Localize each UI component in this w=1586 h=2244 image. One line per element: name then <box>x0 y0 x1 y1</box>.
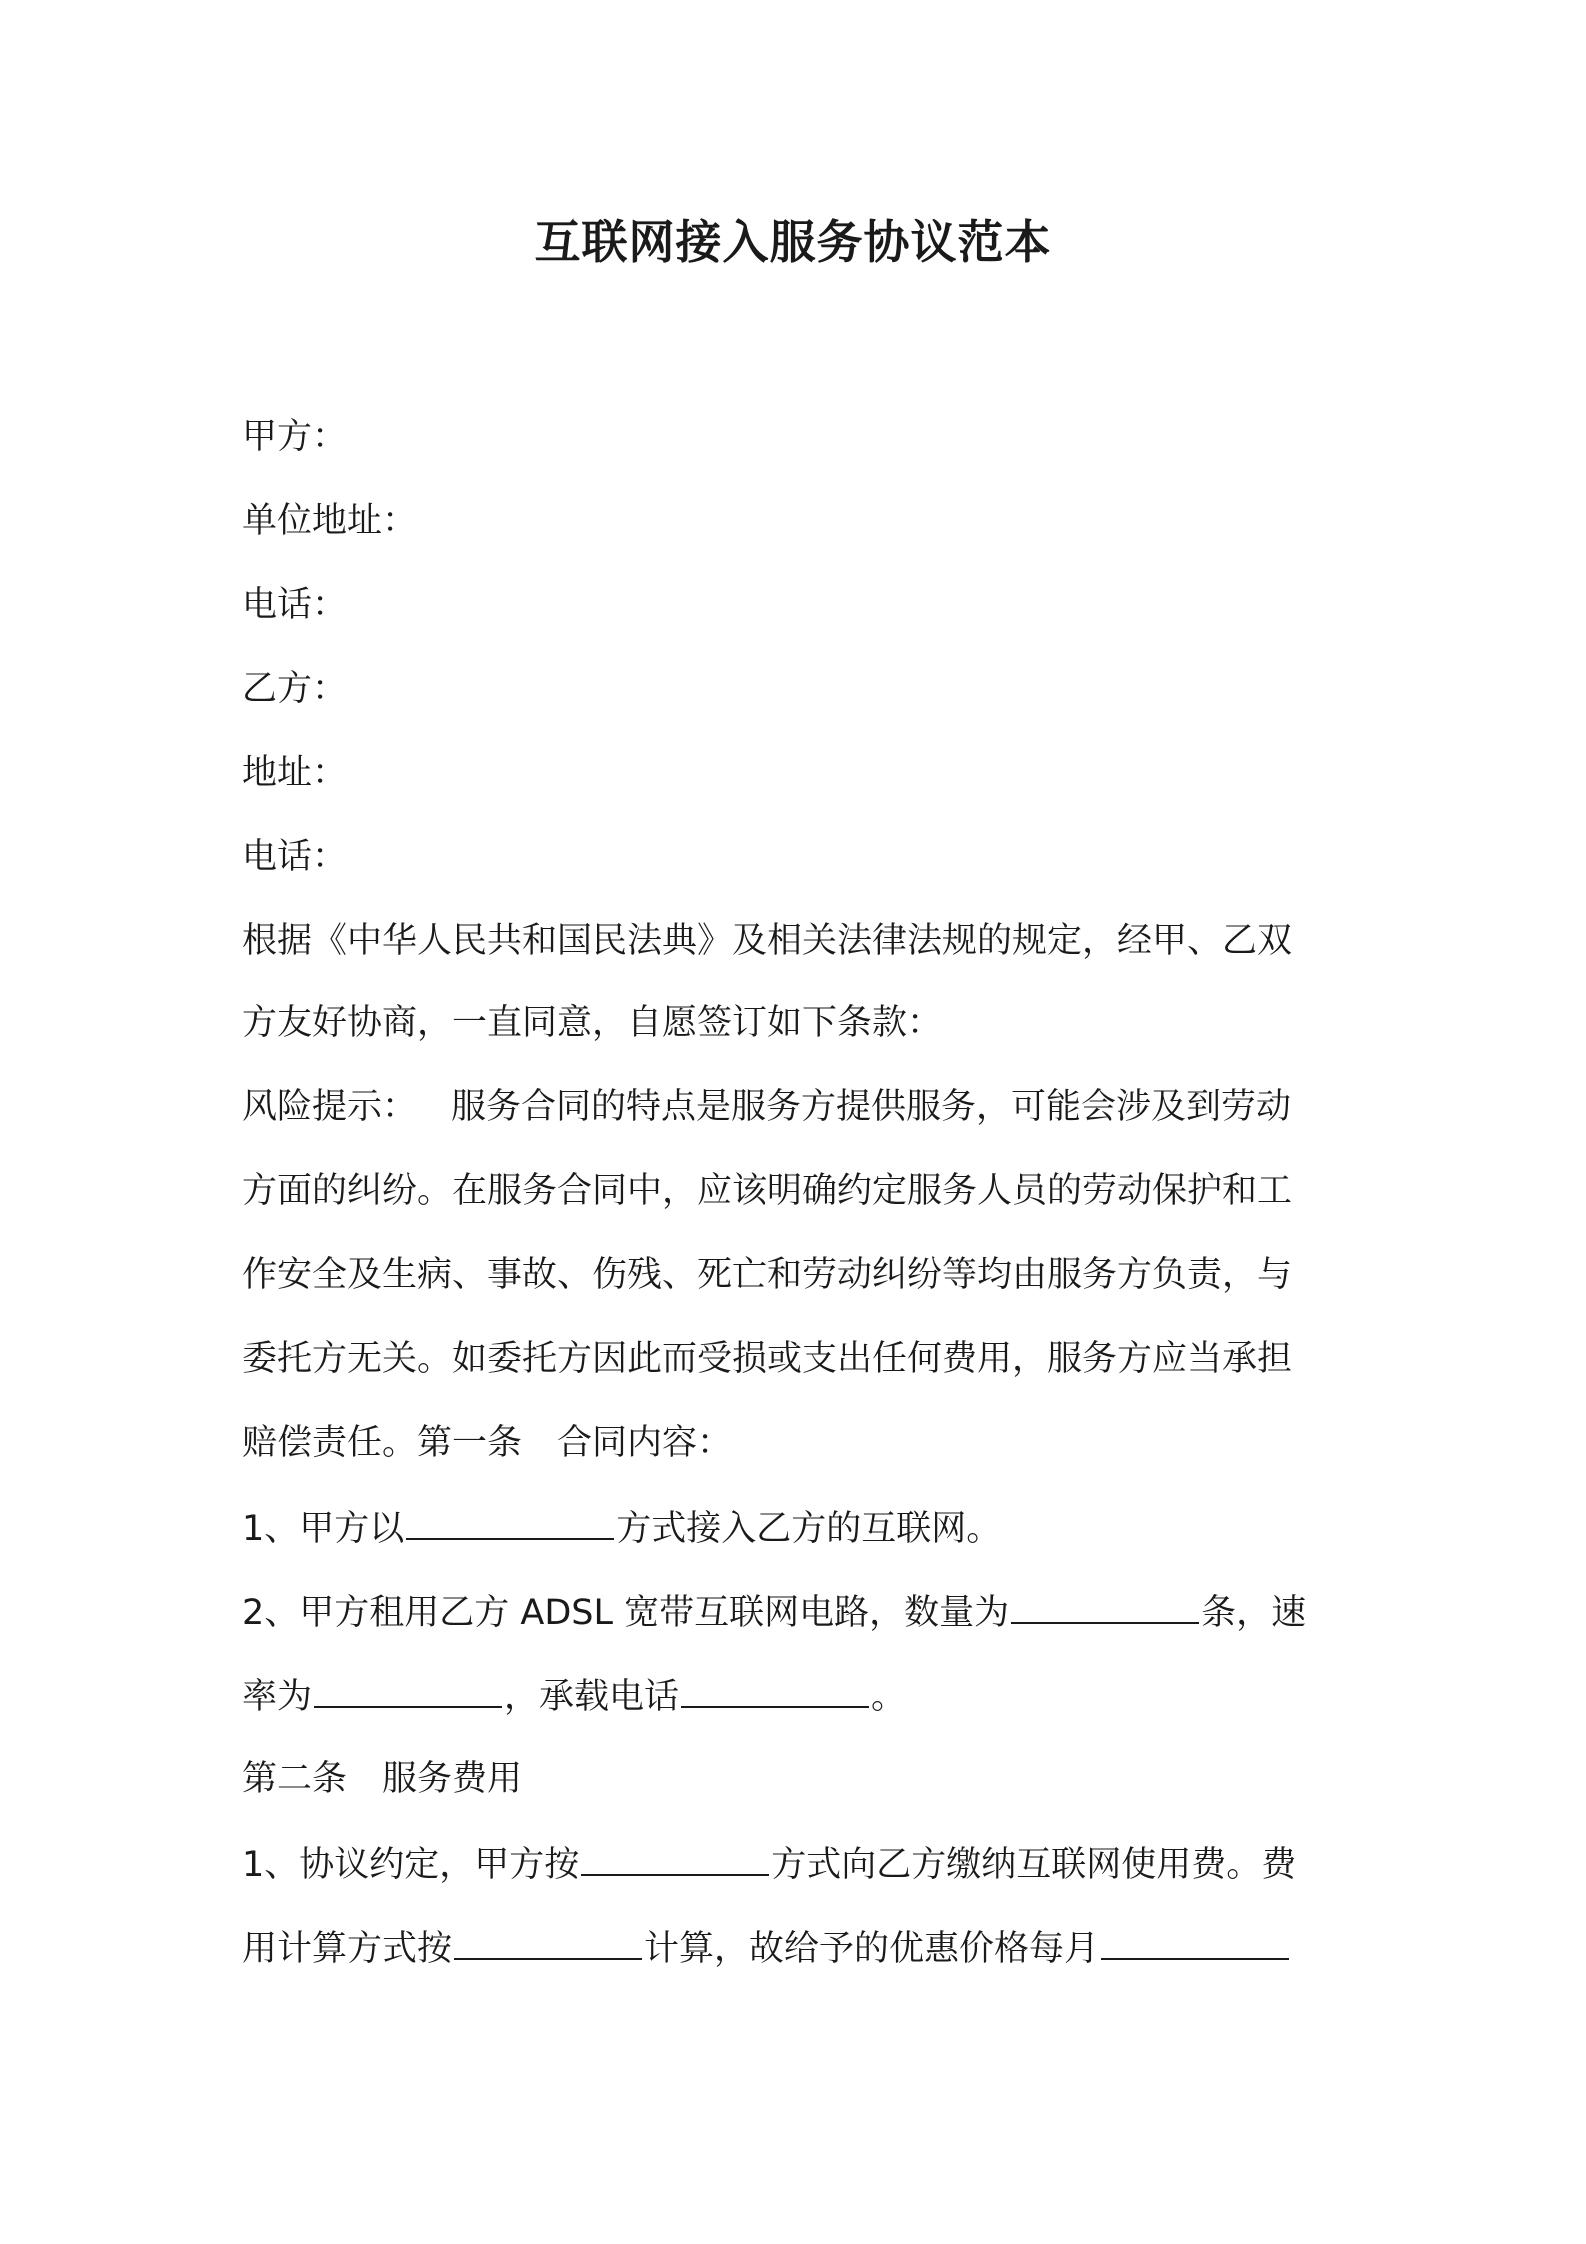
risk-line-4: 委托方无关。如委托方因此而受损或支出任何费用，服务方应当承担 <box>242 1339 1293 1379</box>
clause1-item2-line1 <box>242 1586 1362 1638</box>
preamble-line-2: 方友好协商，一直同意，自愿签订如下条款： <box>242 1003 943 1043</box>
party-a-label: 甲方： <box>242 417 348 457</box>
party-b-label: 乙方： <box>242 669 348 709</box>
risk-line-5: 赔偿责任。第一条 合同内容： <box>242 1423 733 1463</box>
party-a-phone-label: 电话： <box>242 585 348 625</box>
clause1-item2-text-d: ，承载电话 <box>504 1677 680 1717</box>
risk-line-2: 方面的纠纷。在服务合同中，应该明确约定服务人员的劳动保护和工 <box>242 1171 1293 1211</box>
blank-phone <box>681 1670 869 1708</box>
document-title: 互联网接入服务协议范本 <box>534 215 1052 269</box>
party-b-address-label: 地址： <box>242 753 348 793</box>
clause2-heading: 第二条 服务费用 <box>242 1759 523 1799</box>
risk-label: 风险提示： <box>242 1087 418 1127</box>
clause2-item1-text-c: 用计算方式按 <box>242 1929 453 1969</box>
risk-line-1 <box>242 1082 1362 1132</box>
blank-payment-method <box>581 1838 769 1876</box>
clause1-item2-text-c: 率为 <box>242 1677 313 1717</box>
party-a-address-label: 单位地址： <box>242 501 418 541</box>
blank-calculation-method <box>454 1922 642 1960</box>
blank-access-method <box>406 1502 614 1540</box>
party-b-phone-label: 电话： <box>242 837 348 877</box>
clause1-item2-text-e: 。 <box>871 1677 907 1717</box>
clause1-item1-text-b: 方式接入乙方的互联网。 <box>616 1509 1002 1549</box>
clause1-item2-text-a: 2、甲方租用乙方 ADSL 宽带互联网电路，数量为 <box>242 1593 1010 1633</box>
clause2-item1-text-b: 方式向乙方缴纳互联网使用费。费 <box>771 1845 1297 1885</box>
clause1-item1 <box>242 1502 1362 1554</box>
clause1-item2-line2 <box>242 1670 1362 1722</box>
preamble-line-1: 根据《中华人民共和国民法典》及相关法律法规的规定，经甲、乙双 <box>242 921 1293 961</box>
blank-rate <box>314 1670 502 1708</box>
clause1-item2-text-b: 条，速 <box>1201 1593 1307 1633</box>
clause1-item1-text-a: 1、甲方以 <box>242 1509 405 1549</box>
clause2-item1-text-d: 计算，故给予的优惠价格每月 <box>644 1929 1100 1969</box>
blank-circuit-count <box>1011 1586 1199 1624</box>
clause2-item1-line1 <box>242 1838 1362 1890</box>
risk-line-3: 作安全及生病、事故、伤残、死亡和劳动纠纷等均由服务方负责，与 <box>242 1255 1293 1295</box>
clause2-item1-text-a: 1、协议约定，甲方按 <box>242 1845 580 1885</box>
clause2-item1-line2 <box>242 1922 1362 1974</box>
risk-text-1: 服务合同的特点是服务方提供服务，可能会涉及到劳动 <box>451 1087 1292 1127</box>
blank-monthly-price <box>1101 1922 1289 1960</box>
